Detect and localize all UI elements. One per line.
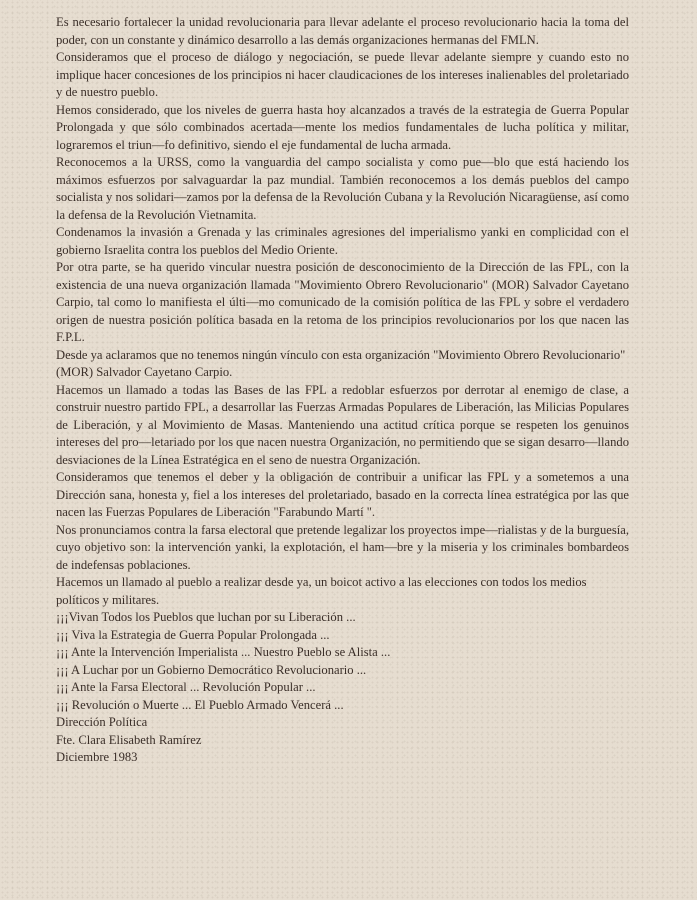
paragraph-farsa: Nos pronunciamos contra la farsa electoral que pretende legalizar los proyectos impe—rialistas y de la burguesía, cuyo objetivo son: la intervención yanki, la explotación, el ham—bre y la miseria y los criminales bombardeos de indefensas poblaciones. (56, 522, 629, 572)
paragraph-unidad: Es necesario fortalecer la unidad revolucionaria para llevar adelante el proceso revolucionario hacia la toma del poder, con un constante y dinámico desarrollo a las demás organizaciones hermanas del FMLN. (56, 15, 629, 47)
paragraph-llamado-bases: Hacemos un llamado a todas las Bases de las FPL a redoblar esfuerzos por derrotar al enemigo de clase, a construir nuestro partido FPL, a desarrollar las Fuerzas Armadas Populares de Liberación, las Milicias Populares de Liberación, y al Movimiento de Masas. Manteniendo una actitud crítica porque se respeten los genuinos intereses del pro—letariado por los que nacen nuestra Organización, no permitiendo que se sigan desarro—llando desviaciones de la Línea Estratégica en el seno de nuestra Organización. (56, 382, 629, 467)
slogan-item: ¡¡¡ Revolución o Muerte ... El Pueblo Armado Vencerá ... (56, 697, 344, 712)
document-page (56, 14, 629, 767)
paragraph-boicot: Hacemos un llamado al pueblo a realizar desde ya, un boicot activo a las elecciones con todos los medios políticos y militares. (56, 575, 587, 607)
slogan-item: ¡¡¡ Viva la Estrategia de Guerra Popular Prolongada ... (56, 627, 330, 642)
slogan-item: ¡¡¡Vivan Todos los Pueblos que luchan por su Liberación ... (56, 610, 356, 624)
paragraph-urss: Reconocemos a la URSS, como la vanguardia del campo socialista y como pue—blo que está haciendo los máximos esfuerzos por salvaguardar la paz mundial. También reconocemos a los demás pueblos del campo socialista y nos solidari—zamos por la defensa de la Revolución Cubana y la Revolución Nicaragüense, así como la defensa de la Revolución Vietnamita. (56, 155, 629, 222)
paragraph-grenada: Condenamos la invasión a Grenada y las criminales agresiones del imperialismo yanki en complicidad con el gobierno Israelita contra los pueblos del Medio Oriente. (56, 225, 629, 257)
slogan-item: ¡¡¡ Ante la Farsa Electoral ... Revolución Popular ... (56, 680, 316, 694)
paragraph-aclaramos: Desde ya aclaramos que no tenemos ningún vínculo con esta organización "Movimiento Obrero Revolucionario" (MOR) Salvador Cayetano Carpio. (56, 347, 626, 379)
slogan-item: ¡¡¡ A Luchar por un Gobierno Democrático Revolucionario ... (56, 662, 367, 677)
signature-name: Fte. Clara Elisabeth Ramírez (56, 732, 202, 747)
signature-date: Diciembre 1983 (56, 750, 138, 764)
signature-org: Dirección Política (56, 715, 148, 729)
paragraph-guerra: Hemos considerado, que los niveles de guerra hasta hoy alcanzados a través de la estrategia de Guerra Popular Prolongada y que sólo combinados acertada—mente los medios fundamentales de lucha política y militar, lograremos el triun—fo definitivo, siendo el eje fundamental de lucha armada. (56, 102, 629, 152)
paragraph-unificar: Consideramos que tenemos el deber y la obligación de contribuir a unificar las FPL y a sometemos a una Dirección sana, honesta y, fiel a los intereses del proletariado, basado en la correcta línea estratégica por las que nacen las Fuerzas Populares de Liberación "Farabundo Martí ". (56, 470, 629, 519)
slogan-item: ¡¡¡ Ante la Intervención Imperialista ... Nuestro Pueblo se Alista ... (56, 645, 391, 659)
slogans-list (56, 609, 629, 714)
signature-block (56, 714, 629, 767)
paragraph-vincular: Por otra parte, se ha querido vincular nuestra posición de desconocimiento de la Dirección de las FPL, con la existencia de una nueva organización llamada "Movimiento Obrero Revolucionario" (MOR) Salvador Cayetano Carpio, tal como lo manifiesta el últi—mo comunicado de la comisión política de las FPL y sobre el verdadero origen de nuestra posición política basada en la retoma de los principios revolucionarios por los que nacen las F.P.L. (56, 260, 629, 344)
paragraph-dialogo: Consideramos que el proceso de diálogo y negociación, se puede llevar adelante siempre y cuando esto no implique hacer concesiones de los principios ni hacer claudicaciones de los intereses inalienables del proletariado y de nuestro pueblo. (56, 50, 629, 99)
